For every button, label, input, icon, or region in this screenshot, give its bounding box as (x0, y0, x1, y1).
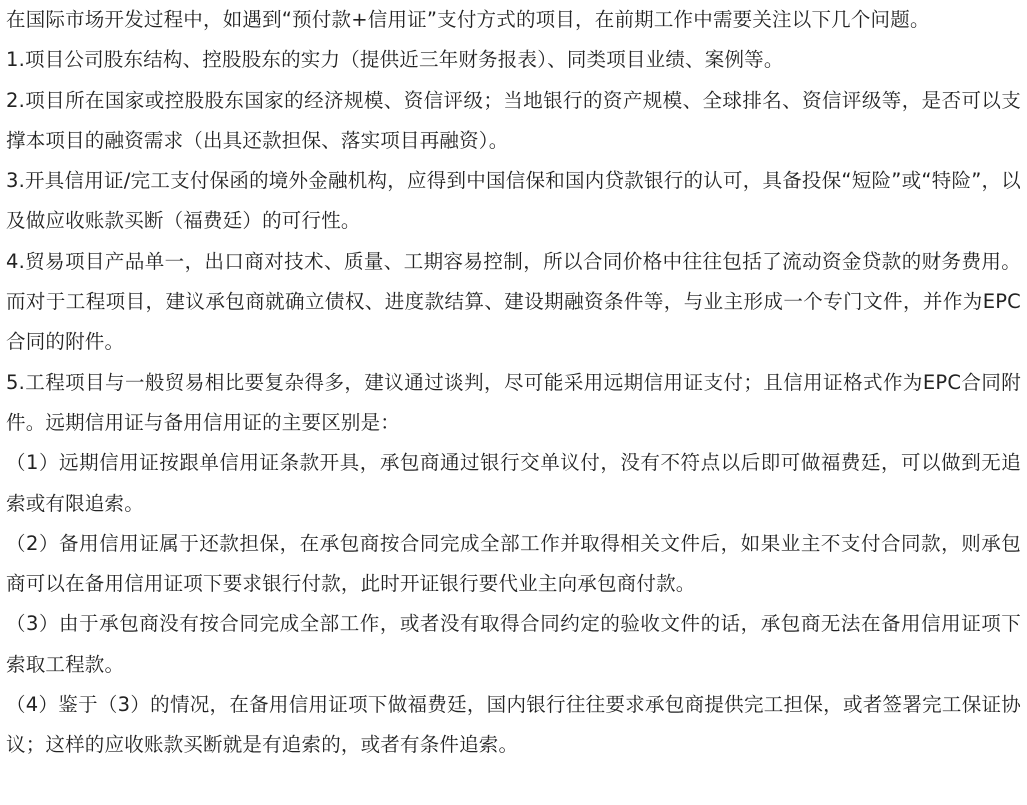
sub-point-3-paragraph: （3）由于承包商没有按合同完成全部工作，或者没有取得合同约定的验收文件的话，承包商无法在备用信用证项下索取工程款。 (6, 612, 1021, 676)
sub-point-4-paragraph: （4）鉴于（3）的情况，在备用信用证项下做福费廷，国内银行往往要求承包商提供完工担保，或者签署完工保证协议；这样的应收账款买断就是有追索的，或者有条件追索。 (6, 693, 1021, 757)
intro-paragraph: 在国际市场开发过程中，如遇到“预付款+信用证”支付方式的项目，在前期工作中需要关注以下几个问题。 (6, 8, 930, 31)
sub-point-2-paragraph: （2）备用信用证属于还款担保，在承包商按合同完成全部工作并取得相关文件后，如果业主不支付合同款，则承包商可以在备用信用证项下要求银行付款，此时开证银行要代业主向承包商付款。 (6, 531, 1021, 596)
point-3-paragraph: 3.开具信用证/完工支付保函的境外金融机构，应得到中国信保和国内贷款银行的认可，具备投保“短险”或“特险”，以及做应收账款买断（福费廷）的可行性。 (6, 169, 1021, 233)
sub-point-1-paragraph: （1）远期信用证按跟单信用证条款开具，承包商通过银行交单议付，没有不符点以后即可做福费廷，可以做到无追索或有限追索。 (6, 451, 1021, 515)
point-5-paragraph: 5.工程项目与一般贸易相比要复杂得多，建议通过谈判，尽可能采用远期信用证支付；且信用证格式作为EPC合同附件。远期信用证与备用信用证的主要区别是： (6, 370, 1021, 434)
point-1-paragraph: 1.项目公司股东结构、控股股东的实力（提供近三年财务报表）、同类项目业绩、案例等。 (6, 48, 784, 72)
point-4-paragraph: 4.贸易项目产品单一，出口商对技术、质量、工期容易控制，所以合同价格中往往包括了流动资金贷款的财务费用。而对于工程项目，建议承包商就确立债权、进度款结算、建设期融资条件等，与业主形成一个专门文件，并作为EPC合同的附件。 (6, 249, 1021, 354)
point-2-paragraph: 2.项目所在国家或控股股东国家的经济规模、资信评级；当地银行的资产规模、全球排名、资信评级等，是否可以支撑本项目的融资需求（出具还款担保、落实项目再融资）。 (6, 88, 1021, 152)
